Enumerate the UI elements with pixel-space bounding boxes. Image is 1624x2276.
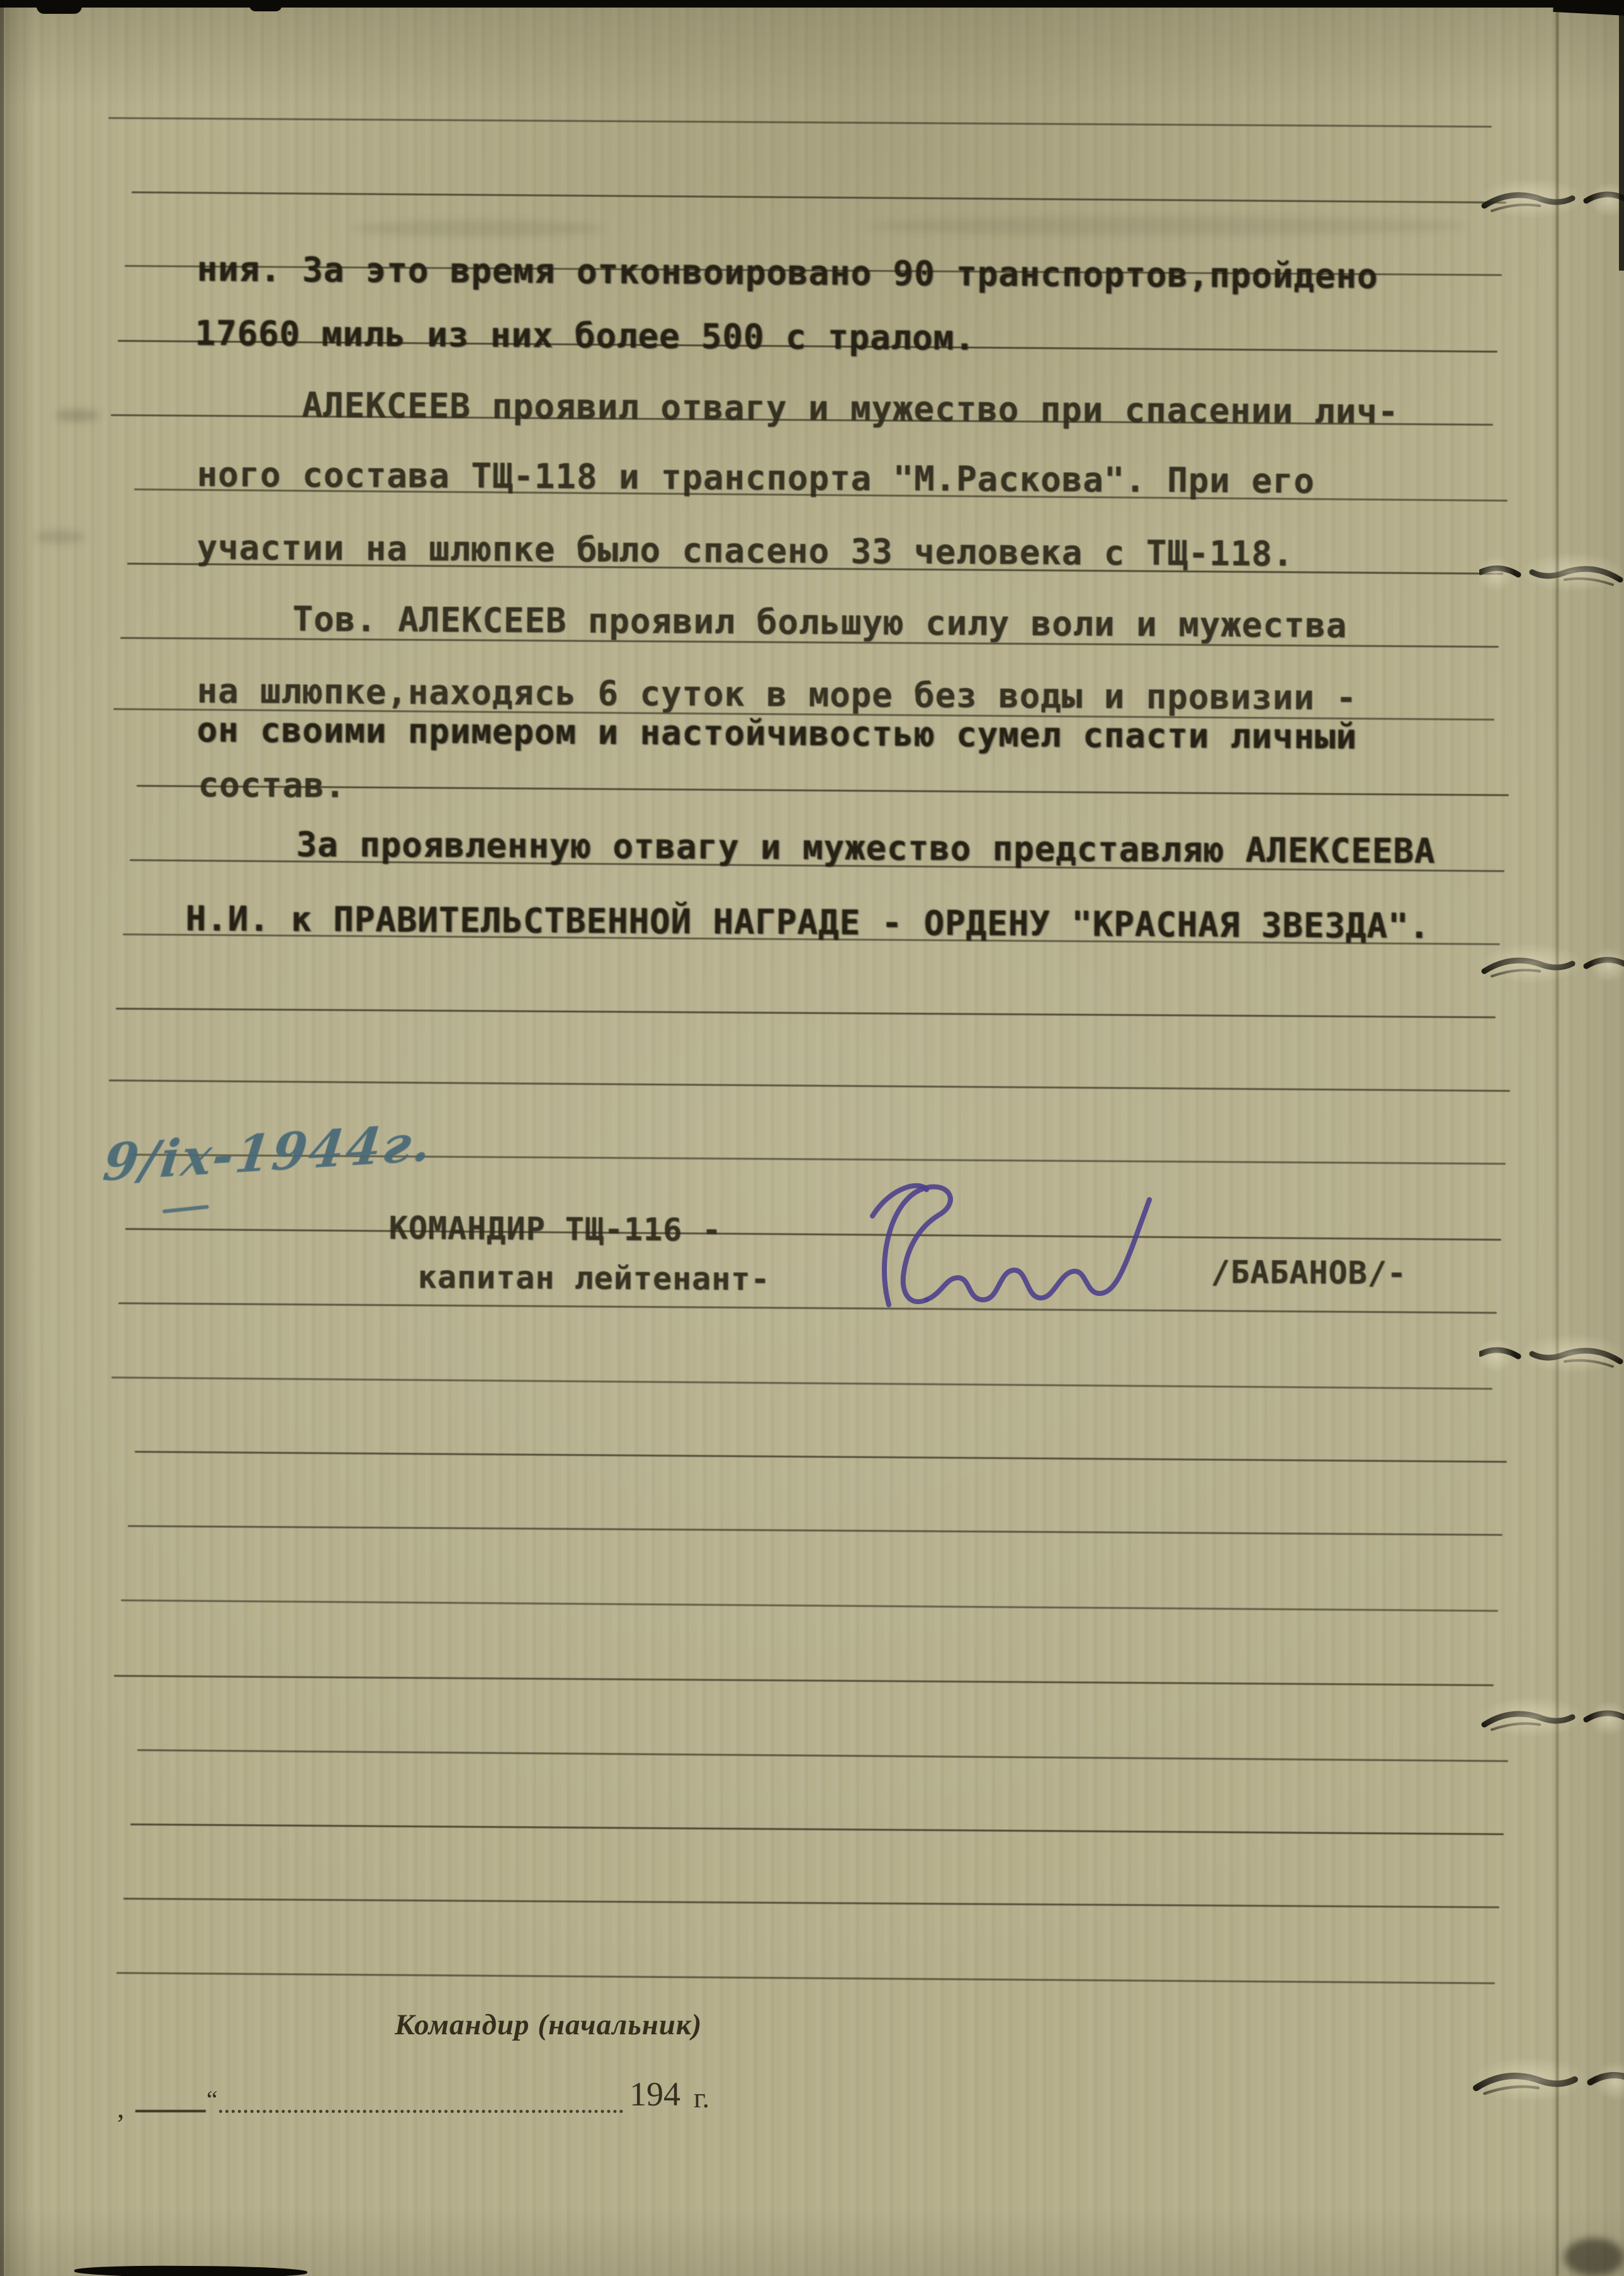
page-fold-crease	[1556, 0, 1559, 2276]
printed-role-label: Командир (начальник)	[395, 2008, 702, 2041]
typed-line: 17660 миль из них более 500 с тралом.	[195, 313, 976, 358]
ruled-line	[111, 1377, 1492, 1390]
binding-tear-mark	[1479, 1325, 1624, 1385]
footer-fill-line-dotted	[219, 2097, 623, 2113]
ruled-line	[123, 1898, 1499, 1908]
ink-bleed-smudge	[352, 220, 604, 237]
date-underline-stroke	[162, 1205, 209, 1214]
binding-tear-mark	[1479, 1688, 1624, 1749]
page-edge-top-notch	[37, 0, 82, 14]
signer-role-line1: КОМАНДИР ТЩ-116 -	[388, 1210, 722, 1249]
handwritten-signature	[850, 1176, 1190, 1327]
typed-line: на шлюпке,находясь 6 суток в море без воды и провизии -	[196, 671, 1358, 718]
footer-year-prefix: 194	[629, 2075, 680, 2113]
ruled-line	[116, 1972, 1495, 1984]
typed-line: он своими примером и настойчивостью сумел спасти личный	[196, 710, 1358, 757]
typed-line: ного состава ТЩ-118 и транспорта "М.Раскова". При его	[196, 454, 1316, 501]
handwritten-date: 9/ix-1944г.	[100, 1113, 436, 1193]
page-edge-top	[0, 0, 1624, 8]
footer-quote-mark: “	[206, 2085, 218, 2114]
page-corner-top-right	[1553, 0, 1624, 16]
binding-tear-mark	[1470, 2047, 1624, 2115]
ruled-line	[130, 1823, 1504, 1835]
ruled-line	[125, 1228, 1501, 1241]
page-edge-left-sliver	[0, 0, 4, 2276]
ruled-line	[114, 1675, 1494, 1686]
ruled-line	[128, 1525, 1503, 1536]
page-edge-right-sliver	[1619, 0, 1624, 271]
ruled-line	[108, 117, 1492, 128]
ruled-line	[121, 1599, 1498, 1612]
ruled-line	[109, 1079, 1510, 1092]
page-corner-bottom-right-shadow	[1564, 2238, 1624, 2276]
footer-fill-line-solid	[135, 2110, 206, 2112]
typed-line: ния. За это время отконвоировано 90 транспортов,пройдено	[196, 249, 1379, 296]
page-edge-bottom	[74, 2265, 307, 2276]
typed-line: За проявленную отвагу и мужество представляю АЛЕКСЕЕВА	[296, 825, 1436, 872]
typed-line: Тов. АЛЕКСЕЕВ проявил большую силу воли и мужества	[292, 599, 1348, 646]
ruled-line	[132, 191, 1506, 203]
ruled-line	[135, 1451, 1507, 1463]
binding-tear-mark	[1479, 543, 1624, 604]
signer-surname-typed: /БАБАНОВ/-	[1210, 1254, 1407, 1292]
footer-comma: ,	[117, 2092, 125, 2124]
footer-year-suffix: г.	[694, 2082, 710, 2114]
ruled-line	[118, 1302, 1497, 1314]
signer-role-line2: капитан лейтенант-	[417, 1259, 770, 1298]
typed-line: состав.	[198, 765, 346, 806]
page-edge-top-notch	[249, 0, 282, 11]
ink-bleed-smudge	[869, 217, 1467, 235]
ruled-line	[116, 1008, 1496, 1018]
typed-line: АЛЕКСЕЕВ проявил отвагу и мужество при спасении лич-	[302, 385, 1399, 432]
binding-tear-mark	[1479, 935, 1624, 995]
margin-smudge	[55, 409, 99, 422]
ruled-line	[137, 1749, 1508, 1762]
typed-line: участии на шлюпке было спасено 33 человека с ТЩ-118.	[196, 527, 1294, 574]
binding-tear-mark	[1479, 169, 1624, 230]
margin-smudge	[35, 530, 85, 544]
typed-line: Н.И. к ПРАВИТЕЛЬСТВЕННОЙ НАГРАДЕ - ОРДЕНУ "КРАСНАЯ ЗВЕЗДА".	[185, 899, 1431, 947]
